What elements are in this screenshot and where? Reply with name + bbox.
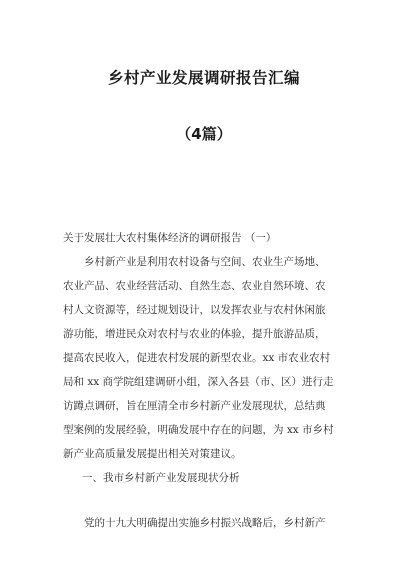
paragraph-line: 提高农民收入，促进农村发展的新型农业。xx 市农业农村	[63, 352, 331, 364]
paragraph-line: 局和 xx 商学院组建调研小组，深入各县（市、区）进行走	[63, 376, 334, 388]
sub-heading: 一、我市乡村新产业发展现状分析	[82, 472, 240, 484]
paragraph-line: 党的十九大明确提出实施乡村振兴战略后，乡村新产	[84, 517, 326, 529]
paragraph-line: 乡村新产业是利用农村设备与空间、农业生产场地、	[84, 256, 326, 268]
paragraph-line: 游功能，增进民众对农村与农业的体验，提升旅游品质，	[63, 328, 326, 340]
section-heading: 关于发展壮大农村集体经济的调研报告 （一）	[63, 232, 277, 244]
paragraph-line: 农业产品、农业经营活动、自然生态、农业自然环境、农	[63, 280, 326, 292]
paragraph-line: 型案例的发展经验，明确发展中存在的问题，为 xx 市乡村	[63, 424, 334, 436]
document-title: 乡村产业发展调研报告汇编	[107, 69, 300, 87]
paragraph-line: 访蹲点调研，旨在厘清全市乡村新产业发展现状，总结典	[63, 400, 326, 412]
paragraph-line: 村人文资源等，经过规划设计，以发挥农业与农村休闲旅	[63, 304, 326, 316]
paragraph-line: 新产业高质量发展提出相关对策建议。	[63, 448, 242, 460]
document-subtitle: （4篇）	[176, 125, 232, 143]
